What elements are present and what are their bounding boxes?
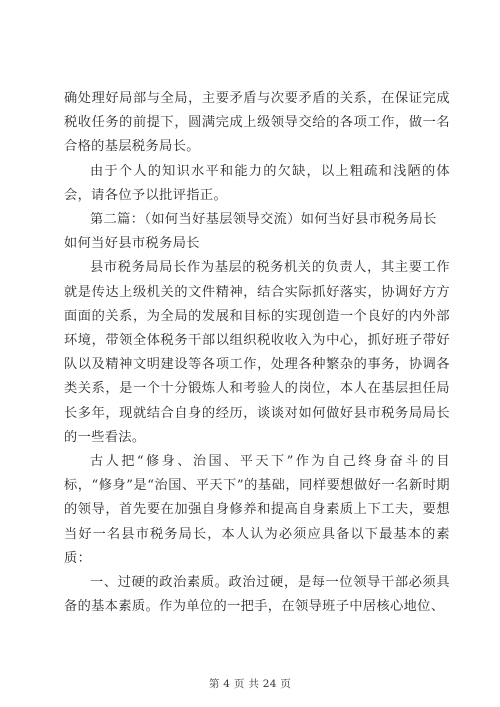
paragraph-5: 一、过硬的政治素质。政治过硬，是每一位领导干部必须具备的基本素质。作为单位的一把手，在领导班子中居核心地位、 xyxy=(64,575,450,615)
paragraph-4: 古人把“修身、治国、平天下”作为自己终身奋斗的目标，“修身”是“治国、平天下”的基础，同样要想做好一名新时期的领导，首先要在加强自身修养和提高自身素质上下工夫，要想当好一名县市税务局长，本人认为必须应具备以下最基本的素质： xyxy=(64,454,450,566)
section-heading: 第二篇：（如何当好基层领导交流）如何当好县市税务局长如何当好县市税务局长 xyxy=(64,212,437,252)
paragraph-3: 县市税务局局长作为基层的税务机关的负责人，其主要工作就是传达上级机关的文件精神，结合实际抓好落实，协调好方方面面的关系，为全局的发展和目标的实现创造一个良好的内外部环境，带领全体税务干部以组织税收收入为中心，抓好班子带好队以及精神文明建设等各项工作，处理各种繁杂的事务，协调各类关系，是一个十分锻炼人和考验人的岗位，本人在基层担任局长多年，现就结合自身的经历，谈谈对如何做好县市税务局局长的一些看法。 xyxy=(64,260,450,445)
document-body xyxy=(64,87,450,619)
paragraph-1: 确处理好局部与全局，主要矛盾与次要矛盾的关系，在保证完成税收任务的前提下，圆满完成上级领导交给的各项工作，做一名合格的基层税务局长。 xyxy=(64,91,450,155)
page-number-footer: 第 4 页 共 24 页 xyxy=(208,678,292,690)
paragraph-2: 由于个人的知识水平和能力的欠缺，以上粗疏和浅陋的体会，请各位予以批评指正。 xyxy=(64,163,450,203)
